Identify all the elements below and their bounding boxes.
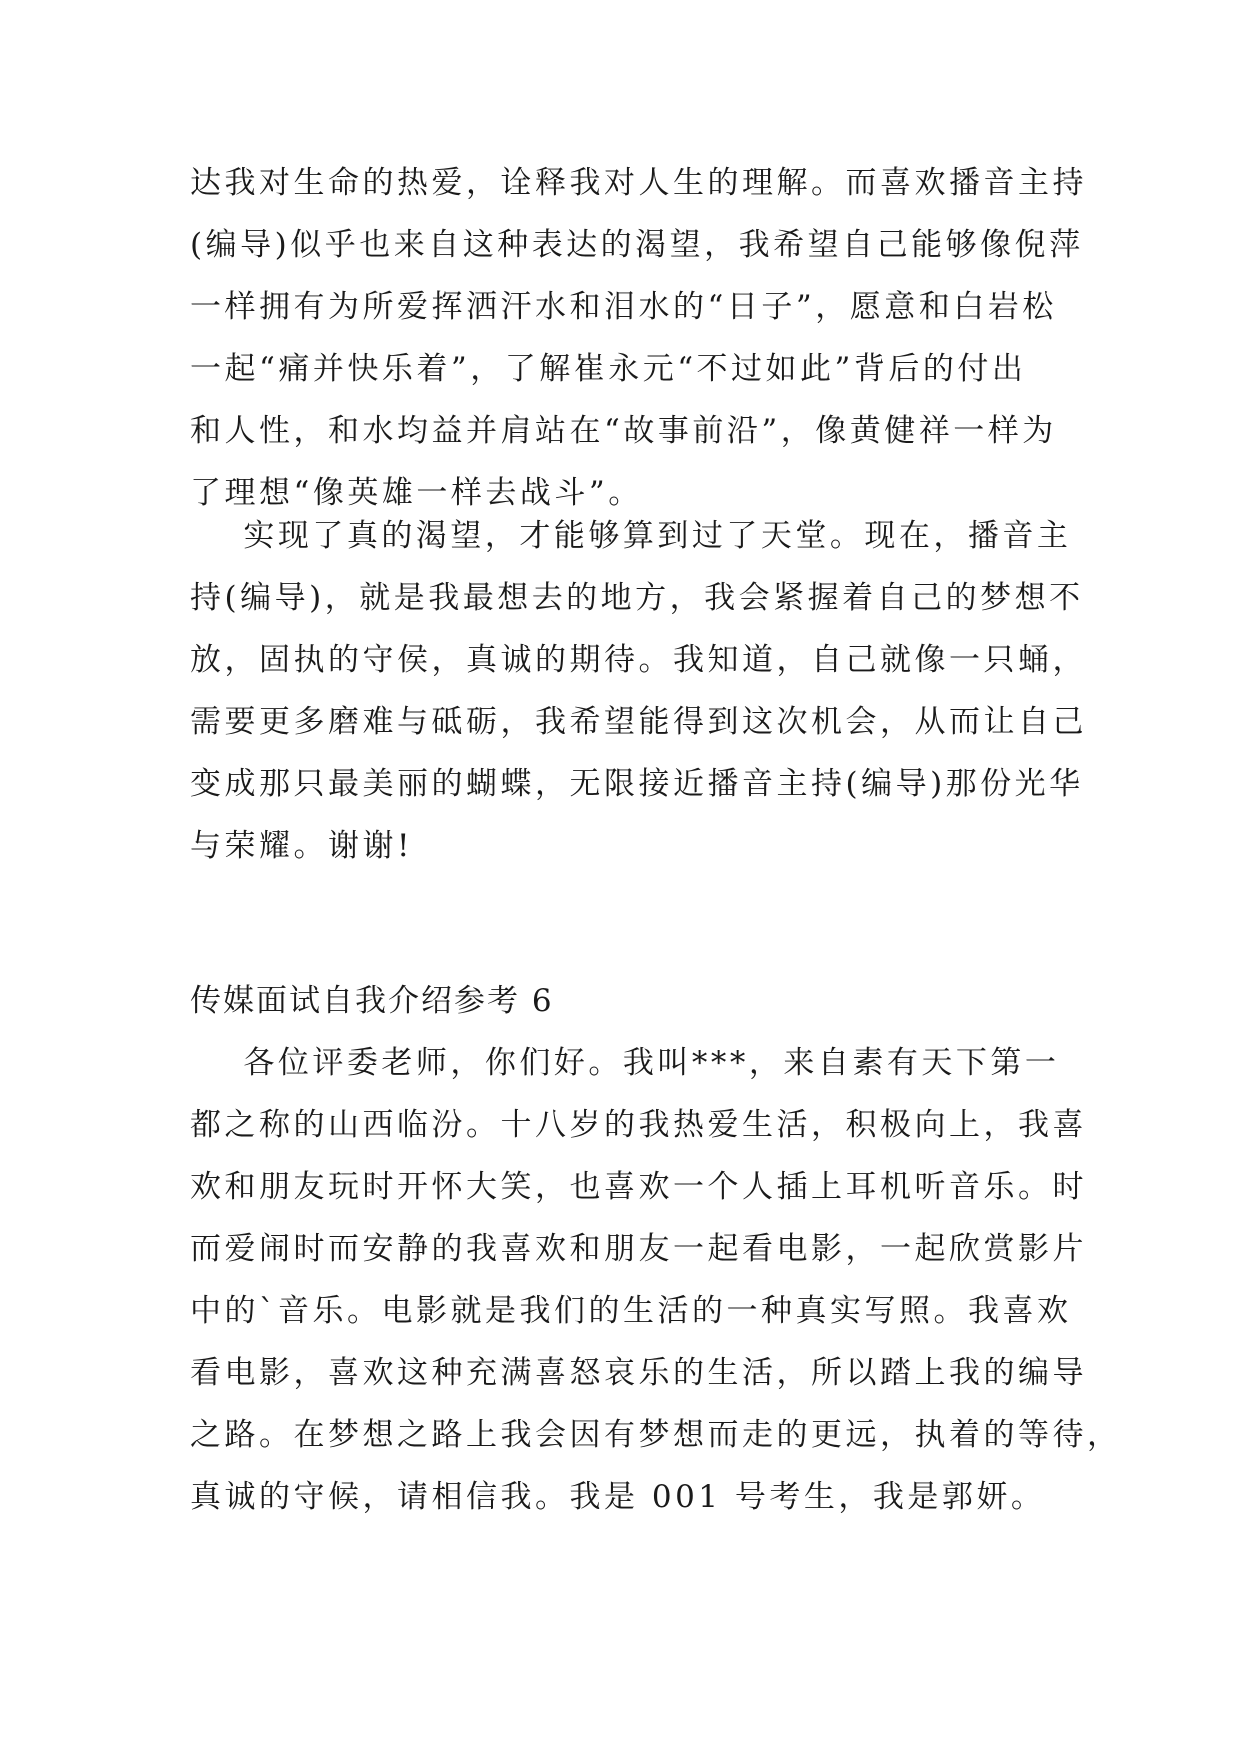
- text-line: 而爱闹时而安静的我喜欢和朋友一起看电影，一起欣赏影片: [190, 1231, 1087, 1267]
- text-line: 一样拥有为所爱挥洒汗水和泪水的“日子”，愿意和白岩松: [190, 289, 1057, 325]
- text-line: 需要更多磨难与砥砺，我希望能得到这次机会，从而让自己: [190, 704, 1087, 740]
- text-line: 欢和朋友玩时开怀大笑，也喜欢一个人插上耳机听音乐。时: [190, 1169, 1087, 1205]
- text-line: 真诚的守候，请相信我。我是 001 号考生，我是郭妍。: [190, 1479, 1046, 1515]
- text-line: 放，固执的守侯，真诚的期待。我知道，自己就像一只蛹，: [190, 642, 1087, 678]
- paragraph-continued: [190, 152, 1087, 524]
- section-title: 传媒面试自我介绍参考 6: [190, 983, 554, 1019]
- text-line: 中的`音乐。电影就是我们的生活的一种真实写照。我喜欢: [190, 1293, 1072, 1329]
- text-line: 实现了真的渴望，才能够算到过了天堂。现在，播音主: [190, 518, 1072, 554]
- text-line: 变成那只最美丽的蝴蝶，无限接近播音主持(编导)那份光华: [190, 766, 1084, 802]
- text-line: 各位评委老师，你们好。我叫***，来自素有天下第一: [190, 1045, 1060, 1081]
- text-line: 和人性，和水均益并肩站在“故事前沿”，像黄健祥一样为: [190, 413, 1057, 449]
- text-line: 了理想“像英雄一样去战斗”。: [190, 475, 643, 511]
- text-line: 持(编导)，就是我最想去的地方，我会紧握着自己的梦想不: [190, 580, 1084, 616]
- text-line: 与荣耀。谢谢!: [190, 828, 413, 864]
- text-line: (编导)似乎也来自这种表达的渴望，我希望自己能够像倪萍: [190, 227, 1084, 263]
- text-line: 看电影，喜欢这种充满喜怒哀乐的生活，所以踏上我的编导: [190, 1355, 1087, 1391]
- text-line: 达我对生命的热爱，诠释我对人生的理解。而喜欢播音主持: [190, 165, 1087, 201]
- section-6: [190, 970, 1122, 1528]
- text-line: 一起“痛并快乐着”，了解崔永元“不过如此”背后的付出: [190, 351, 1027, 387]
- text-line: 之路。在梦想之路上我会因有梦想而走的更远，执着的等待，: [190, 1417, 1122, 1453]
- text-line: 都之称的山西临汾。十八岁的我热爱生活，积极向上，我喜: [190, 1107, 1087, 1143]
- paragraph-closing: [190, 505, 1087, 877]
